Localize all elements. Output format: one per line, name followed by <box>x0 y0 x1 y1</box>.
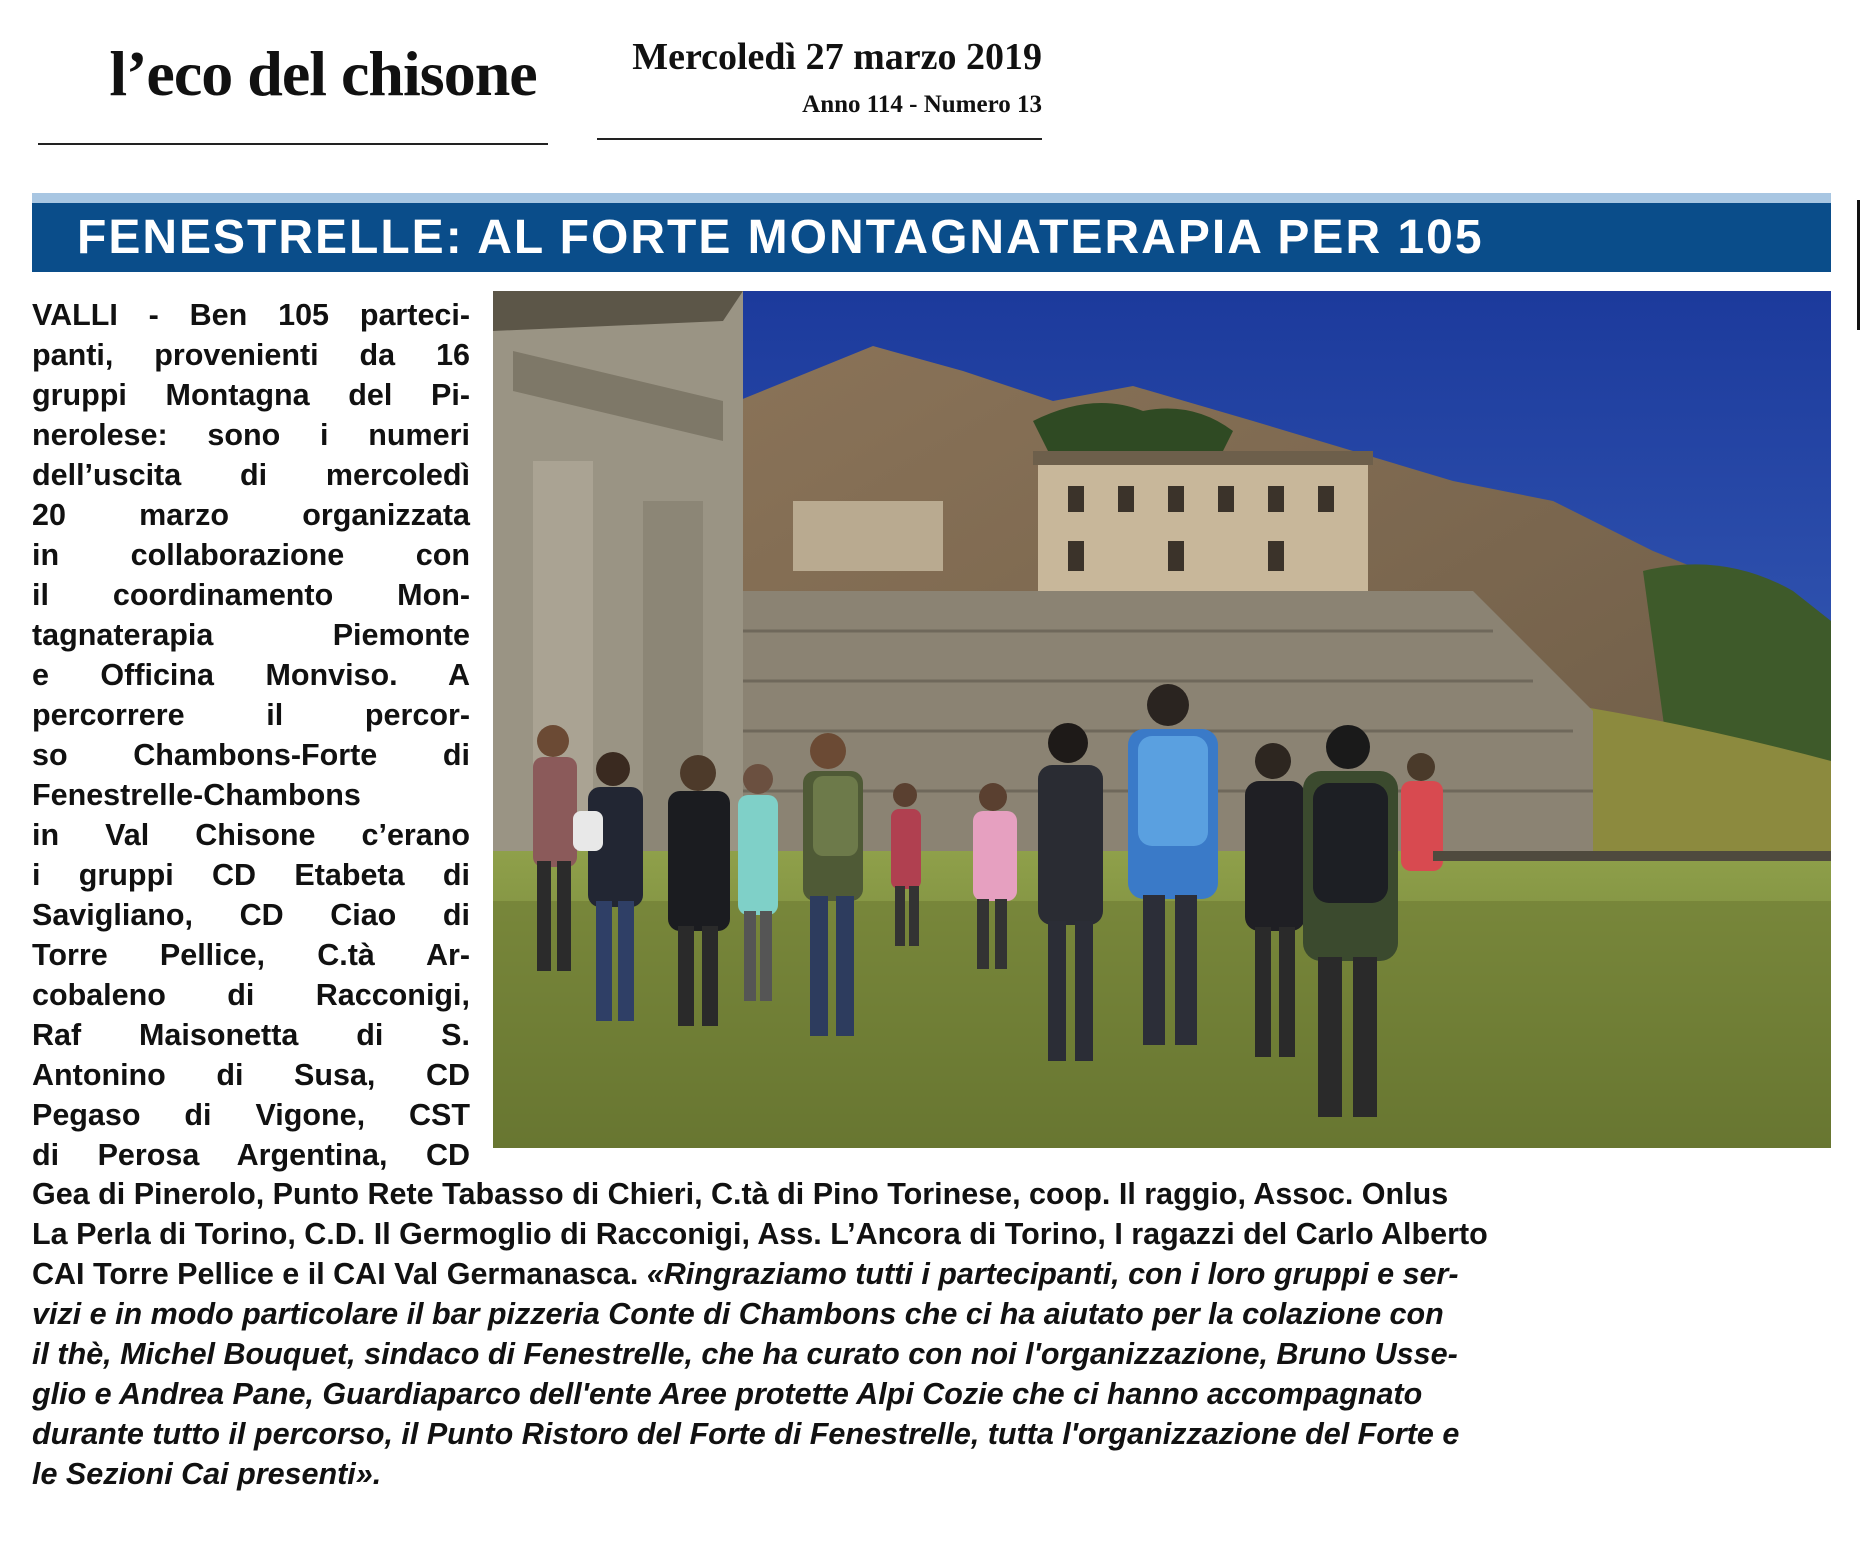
lead-line: di Perosa Argentina, CD <box>32 1138 470 1172</box>
headline-band <box>32 203 1831 272</box>
body-line <box>32 1254 1831 1294</box>
lead-line: Torre Pellice, C.tà Ar- <box>32 938 470 972</box>
quote-start: «Ringraziamo tutti i partecipanti, con i loro gruppi e ser- <box>646 1257 1459 1291</box>
lead-line: in collaborazione con <box>32 538 470 572</box>
lead-line: nerolese: sono i numeri <box>32 418 470 452</box>
fort-fenestrelle-photo <box>493 291 1831 1148</box>
masthead-title: l’eco del chisone <box>109 38 537 109</box>
lead-line: dell’uscita di mercoledì <box>32 458 470 492</box>
lead-line: VALLI - Ben 105 parteci- <box>32 298 470 332</box>
lead-line: il coordinamento Mon- <box>32 578 470 612</box>
lead-line: cobaleno di Racconigi, <box>32 978 470 1012</box>
lead-line: in Val Chisone c’erano <box>32 818 470 852</box>
body-line-end: CAI Torre Pellice e il CAI Val Germanasca. <box>32 1257 639 1291</box>
masthead-rule-right <box>597 138 1042 140</box>
body-line: Gea di Pinerolo, Punto Rete Tabasso di Chieri, C.tà di Pino Torinese, coop. Il raggio, Assoc. Onlus <box>32 1177 1449 1211</box>
lead-line: gruppi Montagna del Pi- <box>32 378 470 412</box>
lead-column <box>32 295 470 1175</box>
barracks-building <box>1038 461 1368 611</box>
article-headline: FENESTRELLE: AL FORTE MONTAGNATERAPIA PER 105 <box>77 211 1484 264</box>
issue-number: Anno 114 - Numero 13 <box>802 91 1042 118</box>
lead-line: i gruppi CD Etabeta di <box>32 858 470 892</box>
article-photo <box>493 291 1831 1148</box>
lead-line: tagnaterapia Piemonte <box>32 618 470 652</box>
lead-line: 20 marzo organizzata <box>32 498 470 532</box>
headline-top-stripe <box>32 193 1831 203</box>
quote-line: vizi e in modo particolare il bar pizzeria Conte di Chambons che ci ha aiutato per la colazione con <box>32 1297 1444 1331</box>
lead-line: panti, provenienti da 16 <box>32 338 470 372</box>
body-line: La Perla di Torino, C.D. Il Germoglio di Racconigi, Ass. L’Ancora di Torino, I ragazzi del Carlo Alberto <box>32 1217 1488 1251</box>
railing <box>1433 851 1831 861</box>
body-text <box>32 1174 1831 1494</box>
lead-line: Fenestrelle-Chambons <box>32 778 361 812</box>
lead-line: so Chambons-Forte di <box>32 738 470 772</box>
quote-line: durante tutto il percorso, il Punto Ristoro del Forte di Fenestrelle, tutta l'organizzazione del Forte e <box>32 1417 1460 1451</box>
barracks-roof <box>1033 451 1373 465</box>
lead-line: Savigliano, CD Ciao di <box>32 898 470 932</box>
quote-line: il thè, Michel Bouquet, sindaco di Fenestrelle, che ha curato con noi l'organizzazione, Bruno Usse- <box>32 1337 1458 1371</box>
lead-line: Raf Maisonetta di S. <box>32 1018 470 1052</box>
lead-line: e Officina Monviso. A <box>32 658 470 692</box>
masthead-rule-left <box>38 143 548 145</box>
lead-line: percorrere il percor- <box>32 698 470 732</box>
lead-line: Antonino di Susa, CD <box>32 1058 470 1092</box>
annex-building <box>793 501 943 571</box>
lead-line: Pegaso di Vigone, CST <box>32 1098 470 1132</box>
quote-line: glio e Andrea Pane, Guardiaparco dell'ente Aree protette Alpi Cozie che ci hanno accompagnato <box>32 1377 1423 1411</box>
quote-line: le Sezioni Cai presenti». <box>32 1457 382 1491</box>
issue-date: Mercoledì 27 marzo 2019 <box>632 36 1042 78</box>
